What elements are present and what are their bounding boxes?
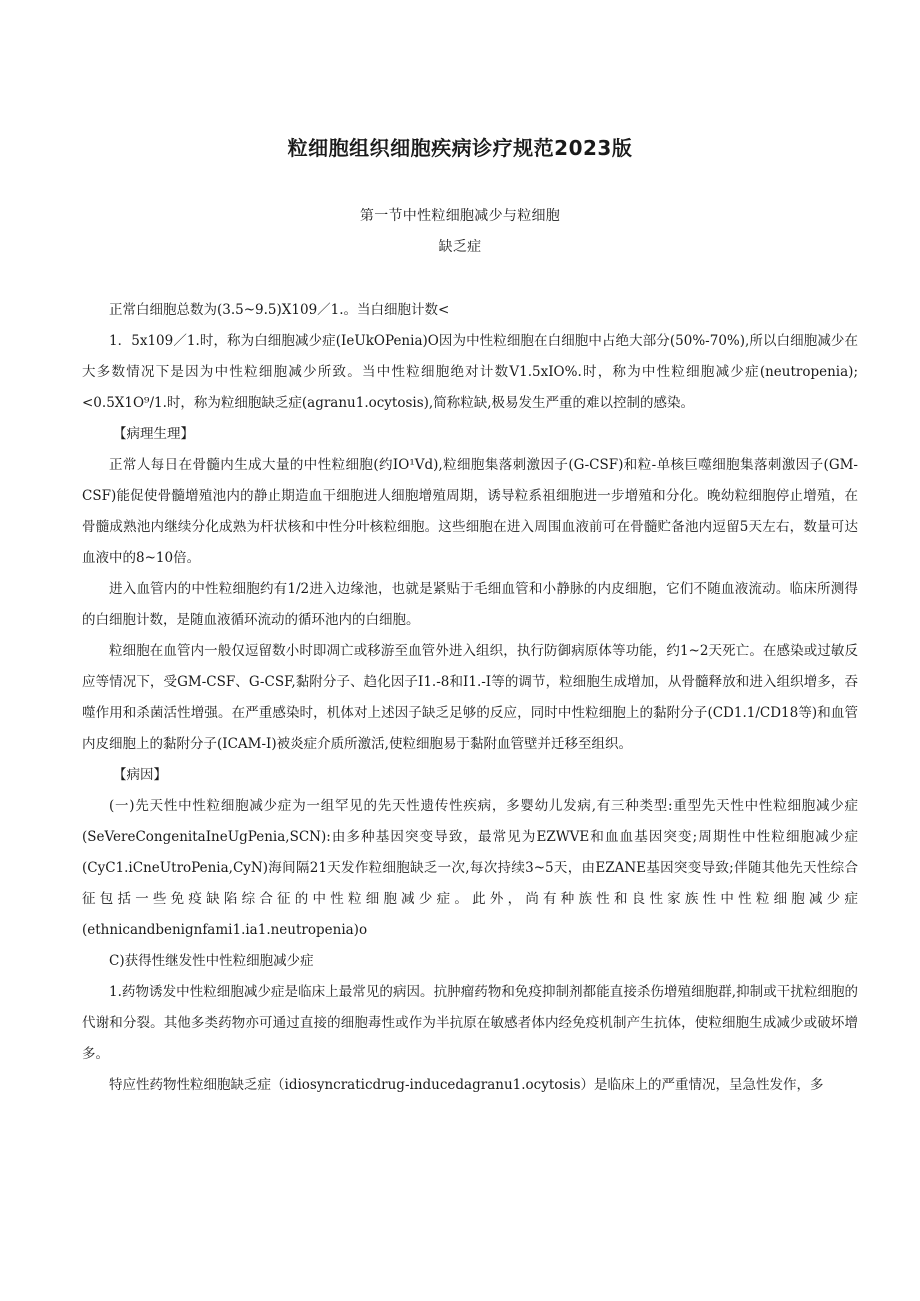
section-title-continued: 缺乏症 bbox=[438, 239, 482, 255]
paragraph-idiosyncratic-agranulocytosis: 特应性药物性粒细胞缺乏症（idiosyncraticdrug-inducedagranu1.ocytosis）是临床上的严重情况，呈急性发作，多 bbox=[109, 1077, 824, 1093]
heading-pathophysiology: 【病理生理】 bbox=[113, 426, 195, 442]
paragraph-leukopenia-definition: 1．5x109／1.时，称为白细胞减少症(IeUkOPenia)O因为中性粒细胞在白细胞中占绝大部分(50%-70%),所以白细胞减少在大多数情况下是因为中性粒细胞减少所致。当中性粒细胞绝对计数V1.5xIO%.时，称为中性粒细胞减少症(neutropenia);<0.5X1O⁹/1.时，称为粒细胞缺乏症(agranu1.ocytosis),简称粒缺,极易发生严重的难以控制的感染。 bbox=[82, 333, 858, 411]
paragraph-wbc-normal: 正常白细胞总数为(3.5~9.5)X109／1.。当白细胞计数< bbox=[109, 302, 450, 318]
heading-etiology: 【病因】 bbox=[113, 767, 168, 783]
document-body bbox=[82, 295, 858, 1101]
paragraph-congenital-neutropenia: (一)先天性中性粒细胞减少症为一组罕见的先天性遗传性疾病，多婴幼儿发病,有三种类型:重型先天性中性粒细胞减少症(SeVereCongenitaIneUgPenia,SCN):由多种基因突变导致，最常见为EZWVE和血血基因突变;周期性中性粒细胞减少症(CyC1.iCneUtroPenia,CyN)海间隔21天发作粒细胞缺乏一次,每次持续3~5天，由EZANE基因突变导致;伴随其他先天性综合征包括一些免疫缺陷综合征的中性粒细胞减少症。此外，尚有种族性和良性家族性中性粒细胞减少症(ethnicandbenignfami1.ia1.neutropenia)o bbox=[82, 798, 858, 938]
paragraph-neutrophil-lifespan: 粒细胞在血管内一般仅逗留数小时即凋亡或移游至血管外进入组织，执行防御病原体等功能，约1~2天死亡。在感染或过敏反应等情况下，受GM-CSF、G-CSF,黏附分子、趋化因子I1.-8和I1.-I等的调节，粒细胞生成增加，从骨髓释放和进入组织增多，吞噬作用和杀菌活性增强。在严重感染时，机体对上述因子缺乏足够的反应，同时中性粒细胞上的黏附分子(CD1.1/CD18等)和血管内皮细胞上的黏附分子(ICAM-I)被炎症介质所激活,使粒细胞易于黏附血管壁并迁移至组织。 bbox=[82, 643, 858, 752]
paragraph-marginal-pool: 进入血管内的中性粒细胞约有1/2进入边缘池，也就是紧贴于毛细血管和小静脉的内皮细胞，它们不随血液流动。临床所测得的白细胞计数，是随血液循环流动的循环池内的白细胞。 bbox=[82, 581, 858, 628]
section-title: 第一节中性粒细胞减少与粒细胞 bbox=[359, 208, 561, 224]
paragraph-drug-induced: 1.药物诱发中性粒细胞减少症是临床上最常见的病因。抗肿瘤药物和免疫抑制剂都能直接杀伤增殖细胞群,抑制或干扰粒细胞的代谢和分裂。其他多类药物亦可通过直接的细胞毒性或作为半抗原在敏感者体内经免疫机制产生抗体，使粒细胞生成减少或破坏增多。 bbox=[82, 984, 858, 1062]
subheading-acquired-neutropenia: C)获得性继发性中性粒细胞减少症 bbox=[109, 953, 314, 969]
document-title: 粒细胞组织细胞疾病诊疗规范2023版 bbox=[287, 136, 633, 160]
paragraph-neutrophil-production: 正常人每日在骨髓内生成大量的中性粒细胞(约IO¹Vd),粒细胞集落刺激因子(G-CSF)和粒-单核巨噬细胞集落刺激因子(GM-CSF)能促使骨髓增殖池内的静止期造血干细胞进人细胞增殖周期，诱导粒系祖细胞进一步增殖和分化。晚幼粒细胞停止增殖，在骨髓成熟池内继续分化成熟为杆状核和中性分叶核粒细胞。这些细胞在进入周围血液前可在骨髓贮备池内逗留5天左右，数量可达血液中的8~10倍。 bbox=[82, 457, 858, 566]
